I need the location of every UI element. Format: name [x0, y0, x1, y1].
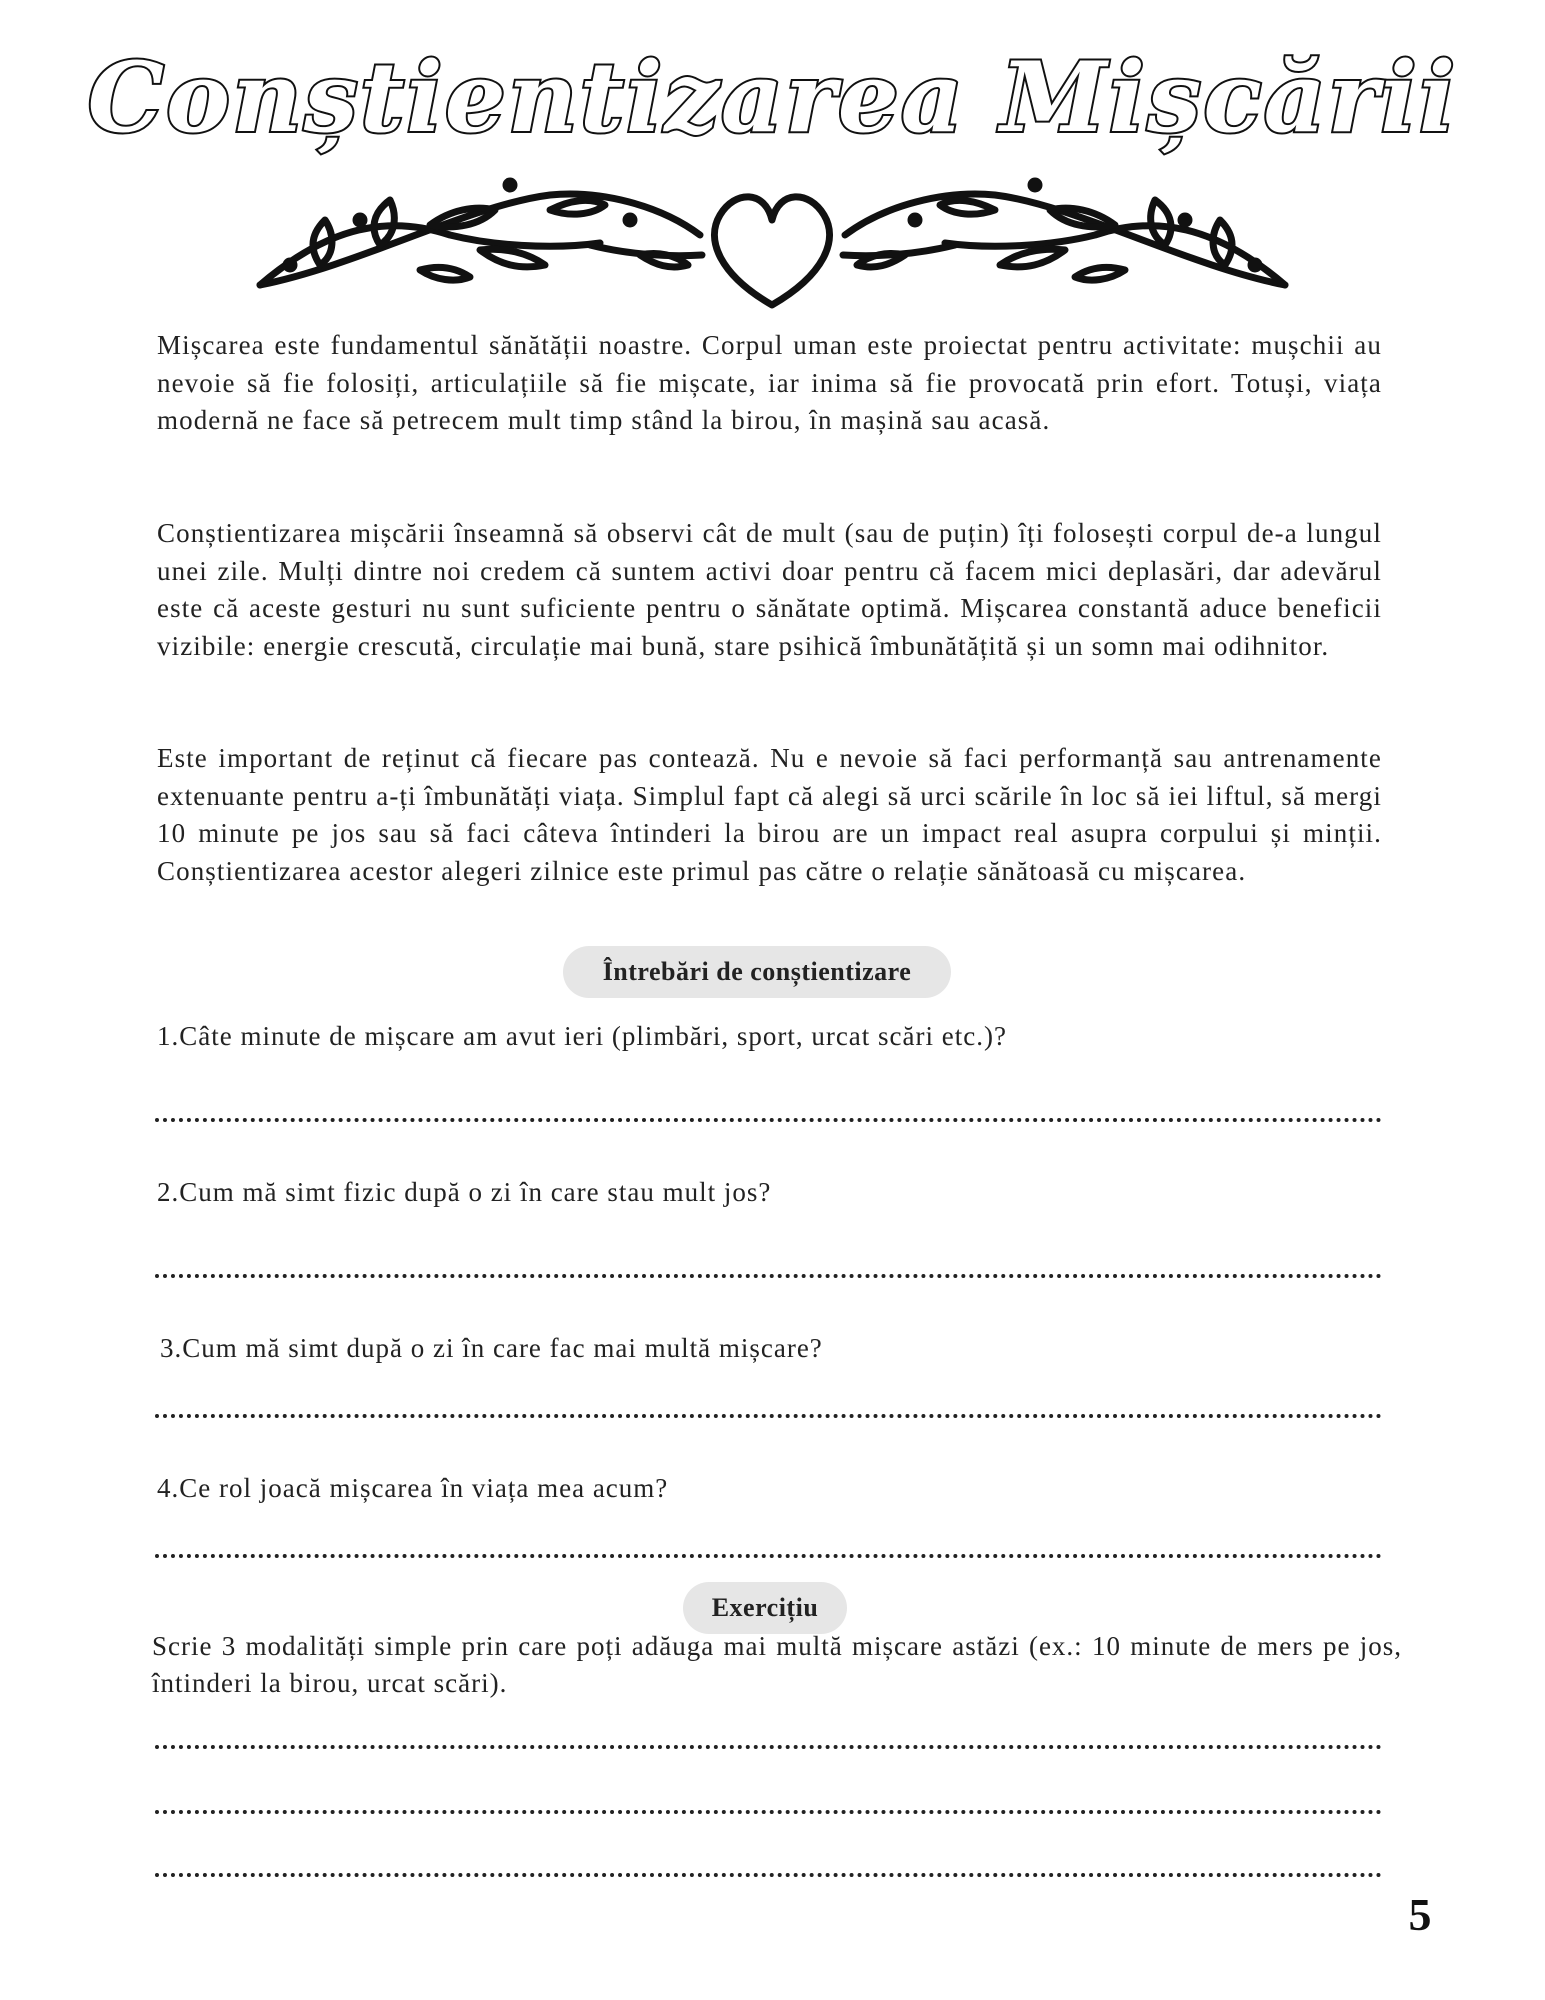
exercise-line-3[interactable]	[155, 1873, 1382, 1877]
intro-paragraph: Mișcarea este fundamentul sănătății noastre. Corpul uman este proiectat pentru activitate: mușchii au nevoie să fie folosiți, articulațiile să fie mișcate, iar inima să fie provocată prin efort. Totuși, viața modernă ne face să petrecem mult timp stând la birou, în mașină sau acasă.	[157, 330, 1382, 436]
answer-line-3[interactable]	[155, 1414, 1382, 1418]
awareness-paragraph: Conștientizarea mișcării înseamnă să observi cât de mult (sau de puțin) îți folosești corpul de-a lungul unei zile. Mulți dintre noi credem că suntem activi doar pentru că facem mici deplasări, dar adevărul este că aceste gesturi nu sunt suficiente pentru o sănătate optimă. Mișcarea constantă aduce beneficii vizibile: energie crescută, circulație mai bună, stare psihică îmbunătățită și un somn mai odihnitor.	[157, 518, 1382, 661]
exercise-line-1[interactable]	[155, 1745, 1382, 1749]
every-step-paragraph: Este important de reținut că fiecare pas contează. Nu e nevoie să faci performanță sau antrenamente extenuante pentru a-ți îmbunătăți viața. Simplul fapt că alegi să urci scările în loc să iei liftul, să mergi 10 minute pe jos sau să faci câteva întinderi la birou are un impact real asupra corpului și minții. Conștientizarea acestor alegeri zilnice este primul pas către o relație sănătoasă cu mișcarea.	[157, 743, 1382, 886]
question-3: 3.Cum mă simt după o zi în care fac mai multă mișcare?	[160, 1333, 823, 1363]
questions-heading: Întrebări de conștientizare	[563, 946, 951, 998]
question-1: 1.Câte minute de mișcare am avut ieri (plimbări, sport, urcat scări etc.)?	[157, 1021, 1007, 1051]
exercise-heading: Exercițiu	[683, 1582, 847, 1634]
page-number: 5	[1408, 1889, 1432, 1940]
page-title: Conștientizarea Mișcării	[87, 41, 1458, 154]
exercise-text: Scrie 3 modalități simple prin care poți adăuga mai multă mișcare astăzi (ex.: 10 minute de mers pe jos, întinderi la birou, urcat scări).	[152, 1631, 1402, 1698]
answer-line-1[interactable]	[155, 1118, 1382, 1122]
answer-line-2[interactable]	[155, 1274, 1382, 1278]
exercise-line-2[interactable]	[155, 1810, 1382, 1814]
question-4: 4.Ce rol joacă mișcarea în viața mea acum?	[157, 1473, 669, 1503]
question-2: 2.Cum mă simt fizic după o zi în care stau mult jos?	[157, 1177, 772, 1207]
heart-ornament-icon	[250, 165, 1295, 315]
answer-line-4[interactable]	[155, 1554, 1382, 1558]
